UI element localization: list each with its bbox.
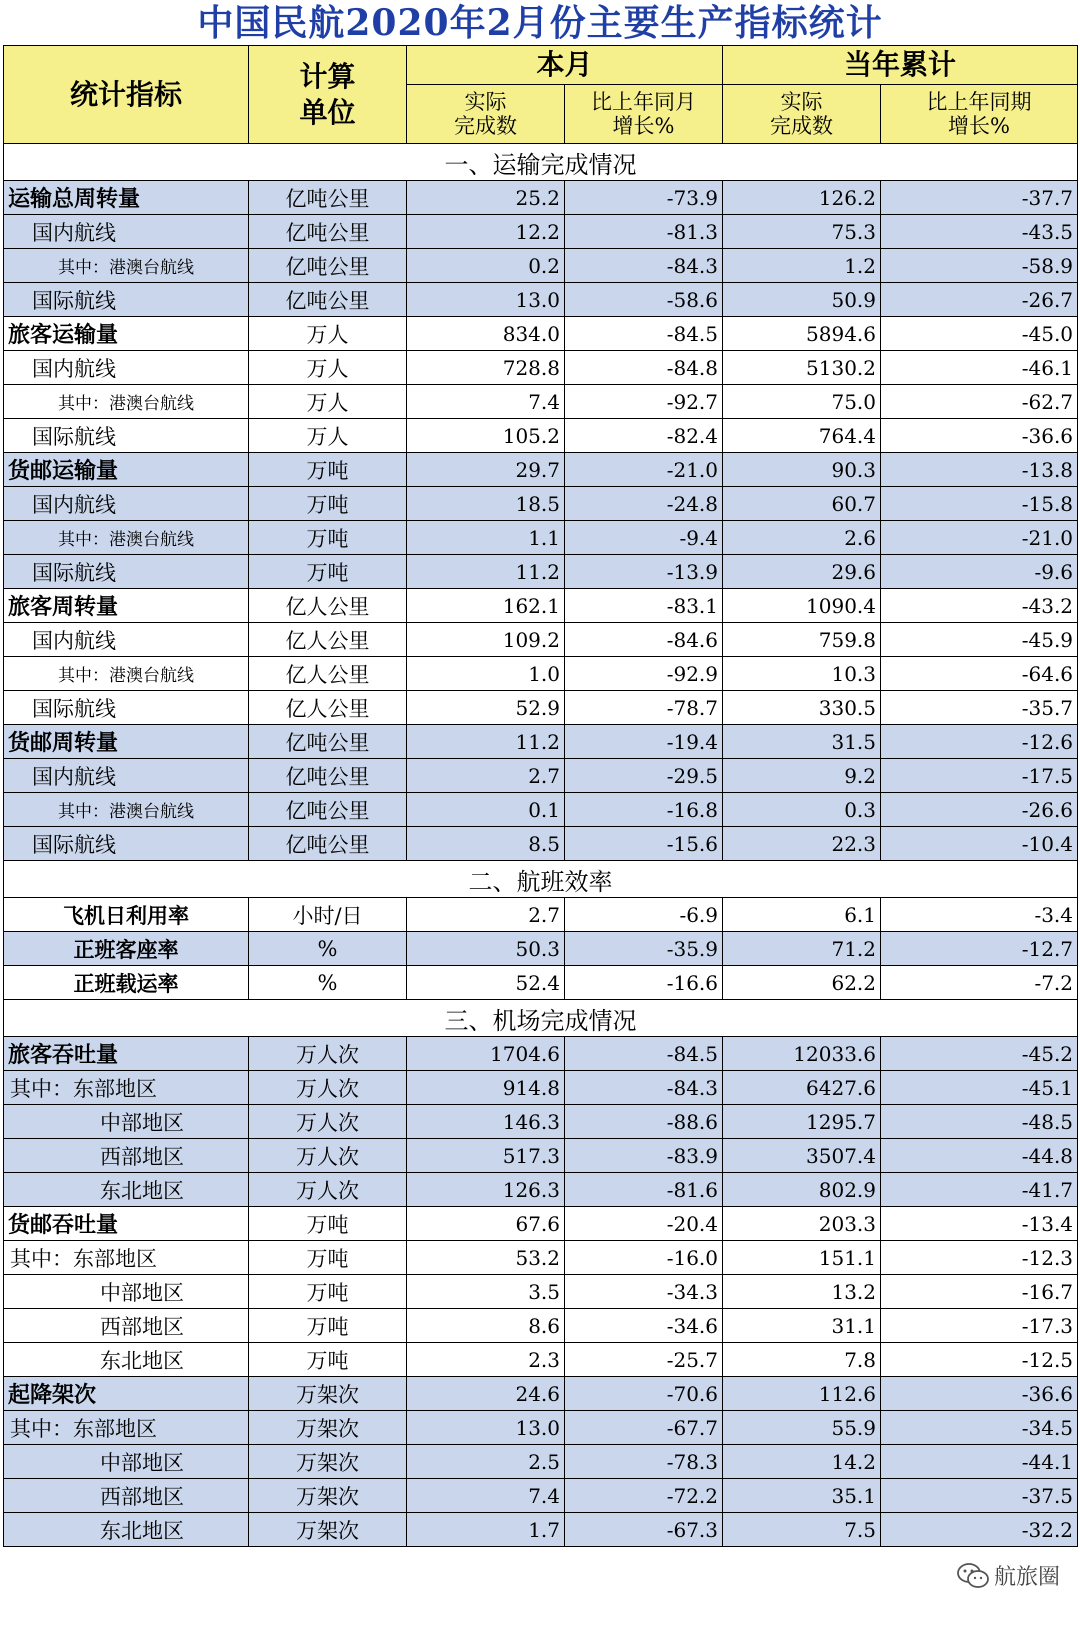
table-row [4, 351, 1078, 385]
row-unit: 亿吨公里 [249, 283, 407, 317]
month-actual: 1704.6 [407, 1037, 565, 1071]
month-actual: 834.0 [407, 317, 565, 351]
row-unit: 万架次 [249, 1513, 407, 1547]
header-ytd-growth: 比上年同期 增长% [881, 85, 1078, 144]
ytd-actual: 0.3 [723, 793, 881, 827]
month-growth: -84.6 [565, 623, 723, 657]
ytd-actual: 75.3 [723, 215, 881, 249]
month-actual: 67.6 [407, 1207, 565, 1241]
row-indicator: 中部地区 [4, 1445, 249, 1479]
ytd-actual: 5130.2 [723, 351, 881, 385]
row-indicator: 其中：港澳台航线 [4, 521, 249, 555]
row-unit: 亿吨公里 [249, 827, 407, 861]
table-row [4, 589, 1078, 623]
ytd-actual: 1090.4 [723, 589, 881, 623]
row-unit: 亿人公里 [249, 657, 407, 691]
month-growth: -84.3 [565, 1071, 723, 1105]
ytd-actual: 55.9 [723, 1411, 881, 1445]
ytd-actual: 7.5 [723, 1513, 881, 1547]
row-indicator: 其中：港澳台航线 [4, 793, 249, 827]
month-actual: 52.9 [407, 691, 565, 725]
ytd-growth: -34.5 [881, 1411, 1078, 1445]
table-row [4, 1207, 1078, 1241]
table-row [4, 1343, 1078, 1377]
month-growth: -78.3 [565, 1445, 723, 1479]
month-actual: 1.1 [407, 521, 565, 555]
row-indicator: 国际航线 [4, 419, 249, 453]
ytd-actual: 151.1 [723, 1241, 881, 1275]
table-row [4, 487, 1078, 521]
row-indicator: 中部地区 [4, 1275, 249, 1309]
month-actual: 3.5 [407, 1275, 565, 1309]
month-actual: 7.4 [407, 1479, 565, 1513]
month-growth: -20.4 [565, 1207, 723, 1241]
header-month-group: 本月 [407, 46, 723, 85]
month-growth: -9.4 [565, 521, 723, 555]
section-header [4, 144, 1078, 181]
ytd-growth: -44.8 [881, 1139, 1078, 1173]
header-month-actual: 实际 完成数 [407, 85, 565, 144]
ytd-actual: 14.2 [723, 1445, 881, 1479]
table-row [4, 725, 1078, 759]
ytd-actual: 1295.7 [723, 1105, 881, 1139]
table-row [4, 827, 1078, 861]
month-actual: 2.5 [407, 1445, 565, 1479]
month-growth: -16.8 [565, 793, 723, 827]
section-title: 一、运输完成情况 [4, 144, 1078, 181]
row-unit: 万人 [249, 419, 407, 453]
row-indicator: 旅客周转量 [4, 589, 249, 623]
month-actual: 0.1 [407, 793, 565, 827]
header-ytd-group: 当年累计 [723, 46, 1078, 85]
row-unit: 万人次 [249, 1173, 407, 1207]
month-growth: -84.5 [565, 1037, 723, 1071]
wechat-icon [956, 1561, 990, 1591]
row-indicator: 正班客座率 [4, 932, 249, 966]
month-growth: -88.6 [565, 1105, 723, 1139]
ytd-actual: 6.1 [723, 898, 881, 932]
ytd-growth: -62.7 [881, 385, 1078, 419]
section-header [4, 1000, 1078, 1037]
month-growth: -16.0 [565, 1241, 723, 1275]
month-actual: 109.2 [407, 623, 565, 657]
row-indicator: 国际航线 [4, 691, 249, 725]
ytd-growth: -43.5 [881, 215, 1078, 249]
row-unit: 万吨 [249, 1309, 407, 1343]
row-indicator: 其中：东部地区 [4, 1241, 249, 1275]
ytd-actual: 5894.6 [723, 317, 881, 351]
row-indicator: 其中：港澳台航线 [4, 657, 249, 691]
ytd-growth: -43.2 [881, 589, 1078, 623]
ytd-actual: 29.6 [723, 555, 881, 589]
month-actual: 24.6 [407, 1377, 565, 1411]
ytd-growth: -10.4 [881, 827, 1078, 861]
row-indicator: 东北地区 [4, 1513, 249, 1547]
month-growth: -83.1 [565, 589, 723, 623]
table-row [4, 419, 1078, 453]
row-indicator: 正班载运率 [4, 966, 249, 1000]
month-growth: -15.6 [565, 827, 723, 861]
ytd-growth: -9.6 [881, 555, 1078, 589]
row-indicator: 货邮周转量 [4, 725, 249, 759]
header-indicator: 统计指标 [4, 46, 249, 144]
month-growth: -78.7 [565, 691, 723, 725]
ytd-growth: -45.1 [881, 1071, 1078, 1105]
ytd-growth: -13.8 [881, 453, 1078, 487]
row-indicator: 西部地区 [4, 1479, 249, 1513]
watermark [952, 1558, 1068, 1593]
ytd-growth: -7.2 [881, 966, 1078, 1000]
table-row [4, 317, 1078, 351]
row-unit: 万架次 [249, 1445, 407, 1479]
ytd-growth: -17.3 [881, 1309, 1078, 1343]
month-actual: 2.3 [407, 1343, 565, 1377]
month-growth: -81.6 [565, 1173, 723, 1207]
row-unit: 小时/日 [249, 898, 407, 932]
row-unit: 万人次 [249, 1071, 407, 1105]
row-unit: 亿吨公里 [249, 725, 407, 759]
table-row [4, 1479, 1078, 1513]
ytd-growth: -12.5 [881, 1343, 1078, 1377]
table-row [4, 966, 1078, 1000]
month-actual: 517.3 [407, 1139, 565, 1173]
ytd-actual: 12033.6 [723, 1037, 881, 1071]
row-unit: 亿吨公里 [249, 759, 407, 793]
table-row [4, 1445, 1078, 1479]
row-indicator: 国内航线 [4, 487, 249, 521]
month-actual: 1.7 [407, 1513, 565, 1547]
month-actual: 11.2 [407, 725, 565, 759]
row-indicator: 西部地区 [4, 1309, 249, 1343]
row-unit: 亿吨公里 [249, 249, 407, 283]
ytd-growth: -64.6 [881, 657, 1078, 691]
table-row [4, 1139, 1078, 1173]
month-growth: -67.3 [565, 1513, 723, 1547]
row-indicator: 西部地区 [4, 1139, 249, 1173]
month-growth: -84.3 [565, 249, 723, 283]
month-growth: -67.7 [565, 1411, 723, 1445]
row-indicator: 东北地区 [4, 1343, 249, 1377]
month-actual: 105.2 [407, 419, 565, 453]
month-growth: -29.5 [565, 759, 723, 793]
ytd-growth: -36.6 [881, 1377, 1078, 1411]
row-unit: 万架次 [249, 1377, 407, 1411]
table-row [4, 793, 1078, 827]
table-row [4, 1513, 1078, 1547]
header-unit: 计算 单位 [249, 46, 407, 144]
table-row [4, 453, 1078, 487]
month-actual: 1.0 [407, 657, 565, 691]
table-row [4, 385, 1078, 419]
ytd-actual: 75.0 [723, 385, 881, 419]
table-row [4, 521, 1078, 555]
table-row [4, 898, 1078, 932]
month-actual: 146.3 [407, 1105, 565, 1139]
table-row [4, 215, 1078, 249]
ytd-growth: -35.7 [881, 691, 1078, 725]
ytd-actual: 13.2 [723, 1275, 881, 1309]
table-row [4, 249, 1078, 283]
row-indicator: 旅客吞吐量 [4, 1037, 249, 1071]
month-growth: -82.4 [565, 419, 723, 453]
month-growth: -92.9 [565, 657, 723, 691]
ytd-actual: 6427.6 [723, 1071, 881, 1105]
month-growth: -34.3 [565, 1275, 723, 1309]
month-actual: 7.4 [407, 385, 565, 419]
table-row [4, 1071, 1078, 1105]
month-growth: -58.6 [565, 283, 723, 317]
row-unit: 万吨 [249, 555, 407, 589]
row-indicator: 飞机日利用率 [4, 898, 249, 932]
month-actual: 13.0 [407, 283, 565, 317]
month-growth: -72.2 [565, 1479, 723, 1513]
month-actual: 0.2 [407, 249, 565, 283]
month-growth: -34.6 [565, 1309, 723, 1343]
ytd-growth: -36.6 [881, 419, 1078, 453]
ytd-growth: -13.4 [881, 1207, 1078, 1241]
month-actual: 29.7 [407, 453, 565, 487]
ytd-actual: 31.5 [723, 725, 881, 759]
row-unit: 万吨 [249, 521, 407, 555]
row-unit: 万人次 [249, 1105, 407, 1139]
section-title: 三、机场完成情况 [4, 1000, 1078, 1037]
month-actual: 52.4 [407, 966, 565, 1000]
row-indicator: 货邮运输量 [4, 453, 249, 487]
table-row [4, 1411, 1078, 1445]
row-indicator: 其中：东部地区 [4, 1411, 249, 1445]
row-unit: 万架次 [249, 1411, 407, 1445]
row-indicator: 国内航线 [4, 623, 249, 657]
ytd-actual: 7.8 [723, 1343, 881, 1377]
table-row [4, 691, 1078, 725]
month-actual: 2.7 [407, 898, 565, 932]
watermark-text: 航旅圈 [993, 1565, 1060, 1590]
month-actual: 11.2 [407, 555, 565, 589]
ytd-growth: -3.4 [881, 898, 1078, 932]
ytd-actual: 802.9 [723, 1173, 881, 1207]
row-unit: % [249, 932, 407, 966]
ytd-growth: -16.7 [881, 1275, 1078, 1309]
table-row [4, 759, 1078, 793]
ytd-actual: 35.1 [723, 1479, 881, 1513]
month-actual: 25.2 [407, 181, 565, 215]
row-unit: 亿人公里 [249, 691, 407, 725]
ytd-actual: 31.1 [723, 1309, 881, 1343]
ytd-growth: -45.2 [881, 1037, 1078, 1071]
row-unit: 万吨 [249, 1343, 407, 1377]
month-growth: -70.6 [565, 1377, 723, 1411]
ytd-actual: 90.3 [723, 453, 881, 487]
month-actual: 13.0 [407, 1411, 565, 1445]
row-unit: 万人次 [249, 1139, 407, 1173]
month-actual: 8.6 [407, 1309, 565, 1343]
ytd-actual: 60.7 [723, 487, 881, 521]
table-row [4, 1037, 1078, 1071]
month-actual: 728.8 [407, 351, 565, 385]
statistics-table [3, 45, 1078, 1547]
ytd-growth: -12.6 [881, 725, 1078, 759]
table-row [4, 623, 1078, 657]
ytd-growth: -37.5 [881, 1479, 1078, 1513]
ytd-growth: -12.3 [881, 1241, 1078, 1275]
row-indicator: 国际航线 [4, 827, 249, 861]
row-unit: 万人 [249, 385, 407, 419]
ytd-growth: -26.6 [881, 793, 1078, 827]
row-indicator: 起降架次 [4, 1377, 249, 1411]
section-title: 二、航班效率 [4, 861, 1078, 898]
row-unit: 亿吨公里 [249, 181, 407, 215]
row-indicator: 国内航线 [4, 351, 249, 385]
month-growth: -81.3 [565, 215, 723, 249]
month-growth: -21.0 [565, 453, 723, 487]
row-unit: 万吨 [249, 453, 407, 487]
month-growth: -83.9 [565, 1139, 723, 1173]
month-growth: -24.8 [565, 487, 723, 521]
ytd-actual: 126.2 [723, 181, 881, 215]
row-unit: 万吨 [249, 1241, 407, 1275]
month-growth: -6.9 [565, 898, 723, 932]
section-header [4, 861, 1078, 898]
table-row [4, 1309, 1078, 1343]
table-row [4, 181, 1078, 215]
header-month-growth: 比上年同月 增长% [565, 85, 723, 144]
row-indicator: 运输总周转量 [4, 181, 249, 215]
ytd-growth: -21.0 [881, 521, 1078, 555]
month-growth: -19.4 [565, 725, 723, 759]
table-row [4, 657, 1078, 691]
table-row [4, 283, 1078, 317]
row-indicator: 国际航线 [4, 283, 249, 317]
row-unit: 亿吨公里 [249, 793, 407, 827]
row-indicator: 中部地区 [4, 1105, 249, 1139]
ytd-actual: 22.3 [723, 827, 881, 861]
month-growth: -35.9 [565, 932, 723, 966]
table-row [4, 1173, 1078, 1207]
row-indicator: 其中：东部地区 [4, 1071, 249, 1105]
row-indicator: 国内航线 [4, 215, 249, 249]
row-unit: 亿人公里 [249, 623, 407, 657]
month-actual: 2.7 [407, 759, 565, 793]
row-unit: % [249, 966, 407, 1000]
row-unit: 亿人公里 [249, 589, 407, 623]
ytd-actual: 112.6 [723, 1377, 881, 1411]
ytd-growth: -32.2 [881, 1513, 1078, 1547]
ytd-actual: 10.3 [723, 657, 881, 691]
row-unit: 万人 [249, 317, 407, 351]
ytd-actual: 50.9 [723, 283, 881, 317]
row-indicator: 国内航线 [4, 759, 249, 793]
ytd-growth: -17.5 [881, 759, 1078, 793]
row-unit: 亿吨公里 [249, 215, 407, 249]
ytd-growth: -45.0 [881, 317, 1078, 351]
ytd-growth: -48.5 [881, 1105, 1078, 1139]
table-row [4, 1241, 1078, 1275]
month-growth: -16.6 [565, 966, 723, 1000]
row-indicator: 货邮吞吐量 [4, 1207, 249, 1241]
row-unit: 万吨 [249, 1207, 407, 1241]
month-actual: 8.5 [407, 827, 565, 861]
row-unit: 万人次 [249, 1037, 407, 1071]
row-indicator: 旅客运输量 [4, 317, 249, 351]
ytd-growth: -37.7 [881, 181, 1078, 215]
month-growth: -25.7 [565, 1343, 723, 1377]
ytd-actual: 330.5 [723, 691, 881, 725]
month-actual: 162.1 [407, 589, 565, 623]
month-growth: -84.8 [565, 351, 723, 385]
month-actual: 12.2 [407, 215, 565, 249]
ytd-actual: 9.2 [723, 759, 881, 793]
ytd-actual: 764.4 [723, 419, 881, 453]
ytd-growth: -46.1 [881, 351, 1078, 385]
row-indicator: 其中：港澳台航线 [4, 249, 249, 283]
month-growth: -92.7 [565, 385, 723, 419]
table-row [4, 1275, 1078, 1309]
row-unit: 万人 [249, 351, 407, 385]
month-actual: 53.2 [407, 1241, 565, 1275]
month-actual: 914.8 [407, 1071, 565, 1105]
row-indicator: 其中：港澳台航线 [4, 385, 249, 419]
month-actual: 126.3 [407, 1173, 565, 1207]
ytd-growth: -12.7 [881, 932, 1078, 966]
ytd-growth: -41.7 [881, 1173, 1078, 1207]
ytd-growth: -44.1 [881, 1445, 1078, 1479]
month-growth: -84.5 [565, 317, 723, 351]
month-growth: -13.9 [565, 555, 723, 589]
table-row [4, 932, 1078, 966]
table-row [4, 1377, 1078, 1411]
month-growth: -73.9 [565, 181, 723, 215]
ytd-actual: 2.6 [723, 521, 881, 555]
ytd-actual: 203.3 [723, 1207, 881, 1241]
table-row [4, 1105, 1078, 1139]
row-unit: 万架次 [249, 1479, 407, 1513]
ytd-growth: -26.7 [881, 283, 1078, 317]
ytd-actual: 3507.4 [723, 1139, 881, 1173]
ytd-actual: 71.2 [723, 932, 881, 966]
ytd-actual: 759.8 [723, 623, 881, 657]
ytd-actual: 62.2 [723, 966, 881, 1000]
row-unit: 万吨 [249, 1275, 407, 1309]
header-ytd-actual: 实际 完成数 [723, 85, 881, 144]
table-row [4, 555, 1078, 589]
ytd-growth: -15.8 [881, 487, 1078, 521]
ytd-growth: -58.9 [881, 249, 1078, 283]
row-indicator: 国际航线 [4, 555, 249, 589]
page-title: 中国民航2020年2月份主要生产指标统计 [197, 2, 883, 44]
month-actual: 18.5 [407, 487, 565, 521]
month-actual: 50.3 [407, 932, 565, 966]
ytd-actual: 1.2 [723, 249, 881, 283]
ytd-growth: -45.9 [881, 623, 1078, 657]
row-indicator: 东北地区 [4, 1173, 249, 1207]
row-unit: 万吨 [249, 487, 407, 521]
